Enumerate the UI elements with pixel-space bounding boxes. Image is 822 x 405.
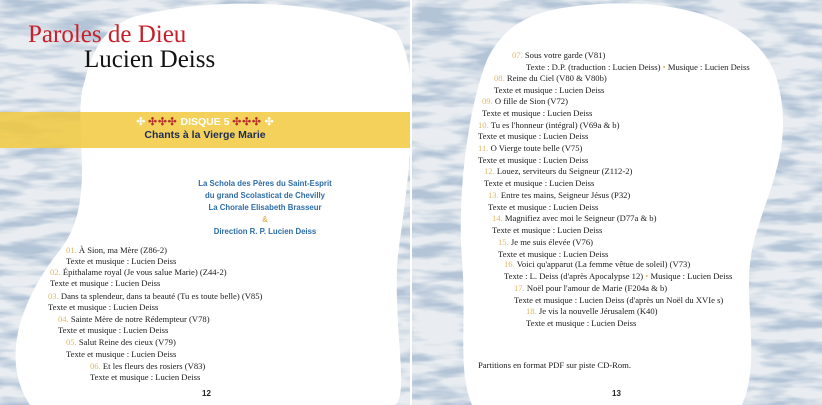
track-number: 06. xyxy=(90,361,101,371)
track-title: 03. Dans ta splendeur, dans ta beauté (Tu es toute belle) (V85) xyxy=(48,291,263,301)
track-credit: Texte et musique : Lucien Deiss xyxy=(478,131,589,141)
credit-line: Direction R. P. Lucien Deiss xyxy=(213,227,317,236)
track-credit: Texte et musique : Lucien Deiss xyxy=(66,349,177,359)
track-credit: Texte et musique : Lucien Deiss (d'après un Noël du XVIe s) xyxy=(514,295,724,305)
track-credit: Texte et musique : Lucien Deiss xyxy=(526,318,637,328)
album-title: Paroles de Dieu xyxy=(28,21,187,48)
track-credit: Texte et musique : Lucien Deiss xyxy=(484,178,595,188)
track-title: 18. Je vis la nouvelle Jérusalem (K40) xyxy=(526,306,658,316)
page-number: 13 xyxy=(612,389,621,398)
track-number: 08. xyxy=(494,73,505,83)
track-credit: Texte et musique : Lucien Deiss xyxy=(492,225,603,235)
right-texture-background xyxy=(412,0,822,405)
track-credit: Texte et musique : Lucien Deiss xyxy=(494,85,605,95)
track-number: 04. xyxy=(58,314,69,324)
separator-dot-icon: • xyxy=(662,62,666,72)
track-credit: Texte et musique : Lucien Deiss xyxy=(50,278,161,288)
track-title: 16. Voici qu'apparut (La femme vêtue de soleil) (V73) xyxy=(504,259,691,269)
track-title: 04. Sainte Mère de notre Rédempteur (V78) xyxy=(58,314,210,324)
credit-line: du grand Scolasticat de Chevilly xyxy=(204,191,326,200)
disc-heading xyxy=(0,116,410,128)
credit-line: La Schola des Pères du Saint-Esprit xyxy=(198,179,332,188)
track-title: 10. Tu es l'honneur (intégral) (V69a & b) xyxy=(478,120,620,130)
track-title: 11. O Vierge toute belle (V75) xyxy=(478,143,583,153)
left-page xyxy=(0,0,410,405)
page-number: 12 xyxy=(202,389,211,398)
track-credit: Texte : D.P. (traduction : Lucien Deiss) • Musique : Lucien Deiss xyxy=(526,62,750,72)
track-credit: Texte et musique : Lucien Deiss xyxy=(498,249,609,259)
track-credit: Texte et musique : Lucien Deiss xyxy=(66,256,177,266)
disc-label: DISQUE 5 xyxy=(180,116,230,128)
track-credit: Texte et musique : Lucien Deiss xyxy=(482,108,593,118)
track-credit: Texte et musique : Lucien Deiss xyxy=(90,372,201,382)
track-number: 11. xyxy=(478,143,489,153)
cross-ornament-icon: ✣ xyxy=(136,116,146,128)
track-title: 12. Louez, serviteurs du Seigneur (Z112-2) xyxy=(484,166,633,176)
separator-dot-icon: • xyxy=(645,271,649,281)
track-title: 05. Salut Reine des cieux (V79) xyxy=(66,337,176,347)
track-title: 13. Entre tes mains, Seigneur Jésus (P32) xyxy=(488,190,631,200)
track-title: 02. Épithalame royal (Je vous salue Marie) (Z44-2) xyxy=(50,267,227,277)
track-number: 12. xyxy=(484,166,495,176)
track-number: 09. xyxy=(482,96,493,106)
track-title: 01. À Sion, ma Mère (Z86-2) xyxy=(66,245,167,255)
track-number: 16. xyxy=(504,259,515,269)
album-author: Lucien Deiss xyxy=(84,46,216,73)
credit-line: & xyxy=(262,215,268,224)
track-title: 06. Et les fleurs des rosiers (V83) xyxy=(90,361,206,371)
credit-line: La Chorale Elisabeth Brasseur xyxy=(208,203,322,212)
track-number: 01. xyxy=(66,245,77,255)
track-title: 09. O fille de Sion (V72) xyxy=(482,96,568,106)
track-credit: Texte et musique : Lucien Deiss xyxy=(488,202,599,212)
track-title: 08. Reine du Ciel (V80 & V80b) xyxy=(494,73,607,83)
track-credit: Texte et musique : Lucien Deiss xyxy=(48,302,159,312)
track-number: 02. xyxy=(50,267,61,277)
dot-ornament-icon: ✣✣✣ xyxy=(148,116,178,128)
track-number: 15. xyxy=(498,237,509,247)
dot-ornament-icon: ✣✣✣ xyxy=(232,116,262,128)
track-number: 10. xyxy=(478,120,489,130)
track-title: 15. Je me suis élevée (V76) xyxy=(498,237,593,247)
track-number: 13. xyxy=(488,190,499,200)
track-credit: Texte : L. Deiss (d'après Apocalypse 12) • Musique : Lucien Deiss xyxy=(504,271,733,281)
cross-ornament-icon: ✣ xyxy=(264,116,274,128)
track-title: 07. Sous votre garde (V81) xyxy=(512,50,606,60)
track-number: 18. xyxy=(526,306,537,316)
track-number: 14. xyxy=(492,213,503,223)
track-number: 07. xyxy=(512,50,523,60)
track-number: 05. xyxy=(66,337,77,347)
track-number: 03. xyxy=(48,291,59,301)
track-credit: Texte et musique : Lucien Deiss xyxy=(58,325,169,335)
pdf-footnote: Partitions en format PDF sur piste CD-Rom. xyxy=(478,360,632,370)
track-title: 17. Noël pour l'amour de Marie (F204a & b) xyxy=(514,283,668,293)
performer-credits xyxy=(130,178,400,238)
track-credit: Texte et musique : Lucien Deiss xyxy=(478,155,589,165)
track-title: 14. Magnifiez avec moi le Seigneur (D77a & b) xyxy=(492,213,657,223)
disc-subtitle: Chants à la Vierge Marie xyxy=(144,129,266,141)
right-page xyxy=(412,0,822,405)
track-number: 17. xyxy=(514,283,525,293)
